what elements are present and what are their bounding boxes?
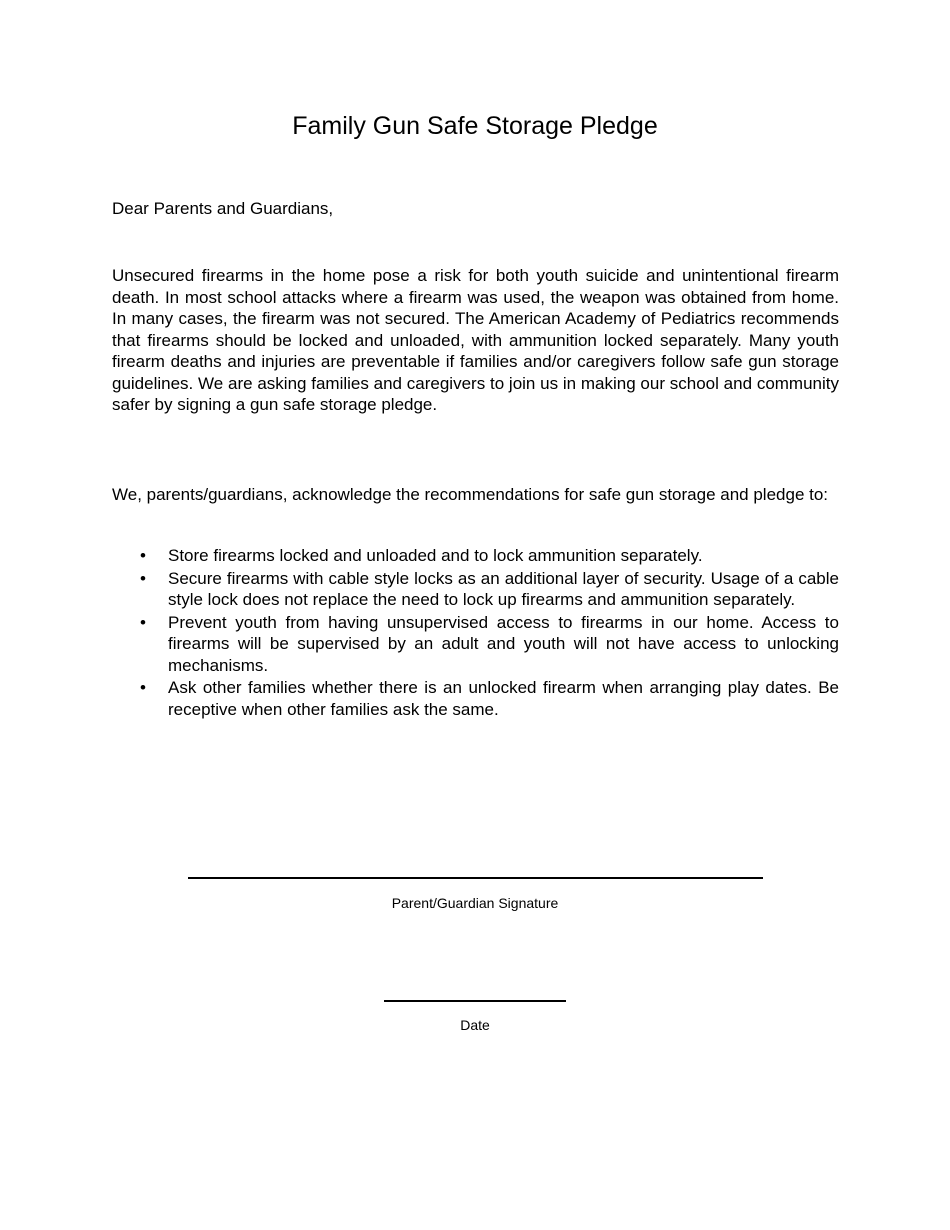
signature-label: Parent/Guardian Signature <box>391 895 559 911</box>
pledge-item-text: Store firearms locked and unloaded and to lock ammunition separately. <box>168 546 703 565</box>
pledge-item <box>112 612 839 677</box>
date-line[interactable] <box>384 1000 566 1002</box>
page-title: Family Gun Safe Storage Pledge <box>292 112 658 140</box>
pledge-list <box>112 545 839 721</box>
pledge-lead: We, parents/guardians, acknowledge the recommendations for safe gun storage and pledge to: <box>112 485 829 504</box>
bullet-icon: • <box>140 612 146 632</box>
pledge-item <box>112 677 839 720</box>
salutation: Dear Parents and Guardians, <box>112 199 334 218</box>
pledge-item-text: Secure firearms with cable style locks as an additional layer of security. Usage of a cable style lock does not replace the need to lock up firearms and ammunition separately. <box>168 568 839 609</box>
bullet-icon: • <box>140 546 146 565</box>
intro-paragraph: Unsecured firearms in the home pose a risk for both youth suicide and unintentional firearm death. In most school attacks where a firearm was used, the weapon was obtained from home. In many cases, the firearm was not secured. The American Academy of Pediatrics recommends that firearms should be locked and unloaded, with ammunition locked separately. Many youth firearm deaths and injuries are preventable if families and/or caregivers follow safe gun storage guidelines. We are asking families and caregivers to join us in making our school and community safer by signing a gun safe storage pledge. <box>112 266 839 414</box>
bullet-icon: • <box>140 568 146 588</box>
signature-line[interactable] <box>188 877 763 879</box>
pledge-item <box>112 568 839 611</box>
date-label: Date <box>460 1017 490 1033</box>
pledge-item <box>112 545 839 567</box>
pledge-item-text: Ask other families whether there is an unlocked firearm when arranging play dates. Be receptive when other families ask the same. <box>168 678 839 719</box>
bullet-icon: • <box>140 678 146 697</box>
pledge-item-text: Prevent youth from having unsupervised access to firearms in our home. Access to firearms will be supervised by an adult and youth will not have access to unlocking mechanisms. <box>168 612 839 675</box>
